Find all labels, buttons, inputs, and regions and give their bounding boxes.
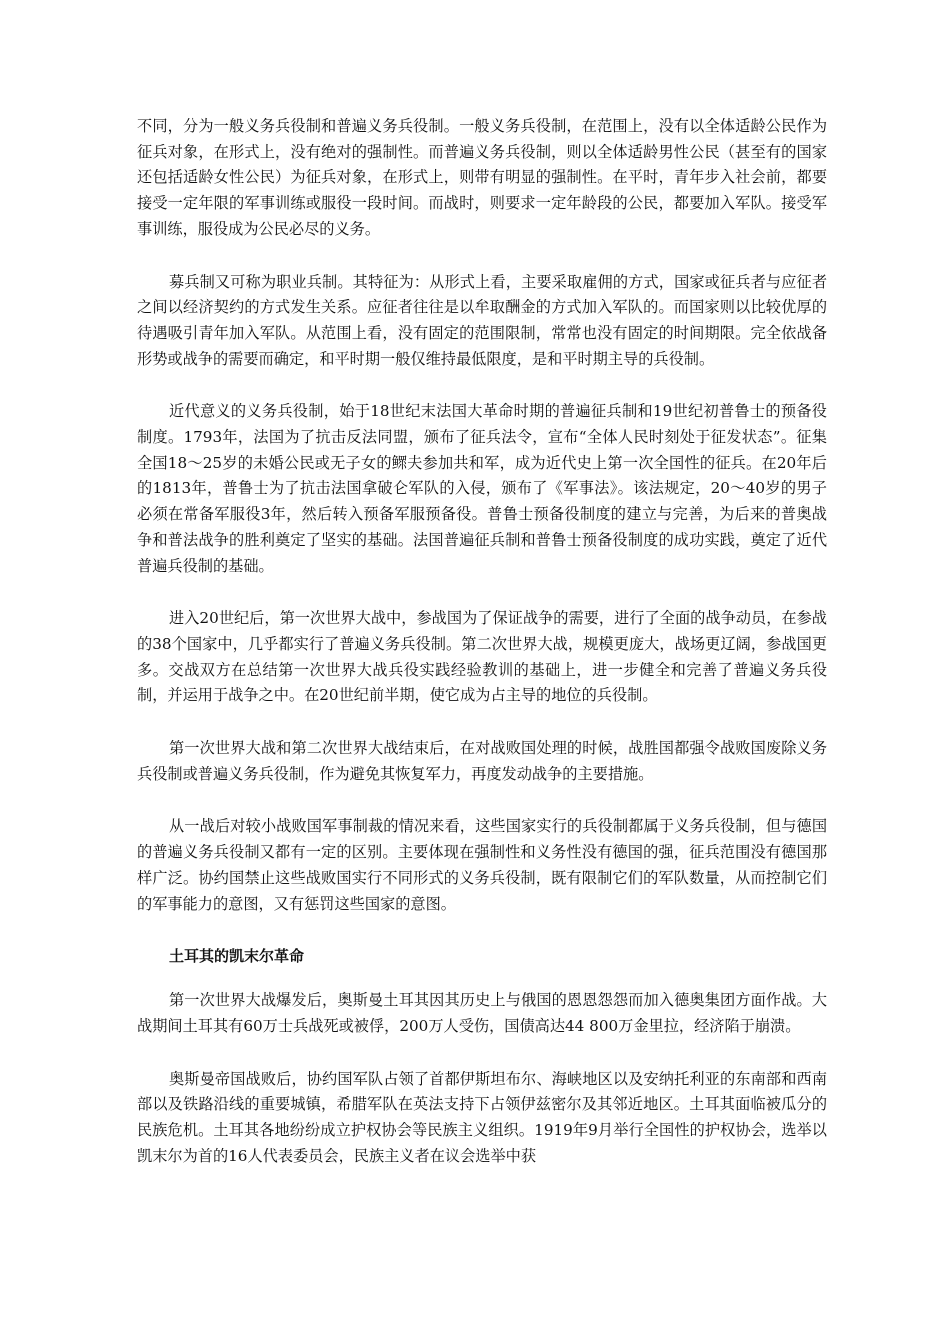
paragraph-mercenary-system: 募兵制又可称为职业兵制。其特征为：从形式上看，主要采取雇佣的方式，国家或征兵者与应征者之间以经济契约的方式发生关系。应征者往往是以牟取酬金的方式加入军队的。而国家则以比较优厚的待遇吸引青年加入军队。从范围上看，没有固定的范围限制，常常也没有固定的时间期限。完全依战备形势或战争的需要而确定，和平时期一般仅维持最低限度，是和平时期主导的兵役制。 [137, 272, 827, 368]
document-page [137, 114, 827, 1197]
paragraph-modern-conscription: 近代意义的义务兵役制，始于18世纪末法国大革命时期的普遍征兵制和19世纪初普鲁士的预备役制度。1793年，法国为了抗击反法同盟，颁布了征兵法令，宣布“全体人民时刻处于征发状态”。征集全国18～25岁的未婚公民或无子女的鳏夫参加共和军，成为近代史上第一次全国性的征兵。在20年后的1813年，普鲁士为了抗击法国拿破仑军队的入侵，颁布了《军事法》。该法规定，20～40岁的男子必须在常备军服役3年，然后转入预备军服预备役。普鲁士预备役制度的建立与完善，为后来的普奥战争和普法战争的胜利奠定了坚实的基础。法国普遍征兵制和普鲁士预备役制度的成功实践，奠定了近代普遍兵役制的基础。 [137, 402, 827, 575]
paragraph-defeated-states: 从一战后对较小战败国军事制裁的情况来看，这些国家实行的兵役制都属于义务兵役制，但与德国的普遍义务兵役制又都有一定的区别。主要体现在强制性和义务性没有德国的强，征兵范围没有德国那样广泛。协约国禁止这些战败国实行不同形式的义务兵役制，既有限制它们的军队数量，从而控制它们的军事能力的意图，又有惩罚这些国家的意图。 [137, 817, 827, 913]
paragraph-ottoman-defeat: 奥斯曼帝国战败后，协约国军队占领了首都伊斯坦布尔、海峡地区以及安纳托利亚的东南部和西南部以及铁路沿线的重要城镇，希腊军队在英法支持下占领伊兹密尔及其邻近地区。土耳其面临被瓜分的民族危机。土耳其各地纷纷成立护权协会等民族主义组织。1919年9月举行全国性的护权协会，选举以凯末尔为首的16人代表委员会，民族主义者在议会选举中获 [137, 1069, 827, 1165]
section-heading: 土耳其的凯末尔革命 [169, 947, 305, 966]
paragraph-post-war-abolition: 第一次世界大战和第二次世界大战结束后，在对战败国处理的时候，战胜国都强令战败国废除义务兵役制或普遍义务兵役制，作为避免其恢复军力，再度发动战争的主要措施。 [137, 739, 827, 783]
paragraph-conscription-types: 不同，分为一般义务兵役制和普遍义务兵役制。一般义务兵役制，在范围上，没有以全体适龄公民作为征兵对象，在形式上，没有绝对的强制性。而普遍义务兵役制，则以全体适龄男性公民（甚至有的国家还包括适龄女性公民）为征兵对象，在形式上，则带有明显的强制性。在平时，青年步入社会前，都要接受一定年限的军事训练或服役一段时间。而战时，则要求一定年龄段的公民，都要加入军队。接受军事训练，服役成为公民必尽的义务。 [137, 117, 827, 238]
paragraph-20th-century: 进入20世纪后，第一次世界大战中，参战国为了保证战争的需要，进行了全面的战争动员，在参战的38个国家中，几乎都实行了普遍义务兵役制。第二次世界大战，规模更庞大，战场更辽阔，参战国更多。交战双方在总结第一次世界大战兵役实践经验教训的基础上，进一步健全和完善了普遍义务兵役制，并运用于战争之中。在20世纪前半期，使它成为占主导的地位的兵役制。 [137, 609, 827, 705]
paragraph-ottoman-war: 第一次世界大战爆发后，奥斯曼土耳其因其历史上与俄国的恩恩怨怨而加入德奥集团方面作战。大战期间土耳其有60万士兵战死或被俘，200万人受伤，国债高达44 800万金里拉，经济陷于崩溃。 [137, 991, 827, 1035]
